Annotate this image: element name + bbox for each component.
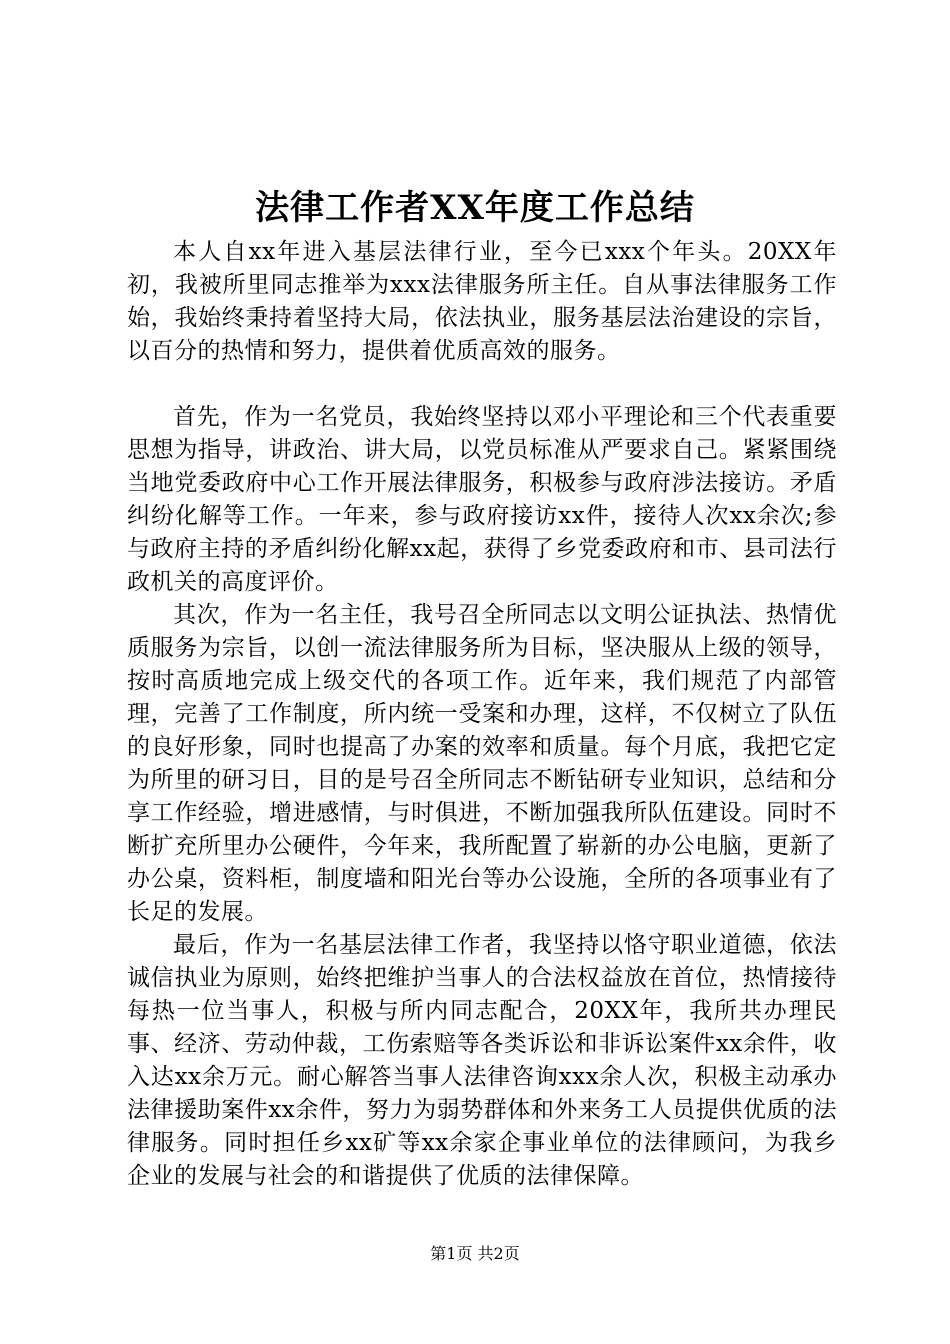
paragraph-second: 其次，作为一名主任，我号召全所同志以文明公证执法、热情优质服务为宗旨，以创一流法律服务所为目标，坚决服从上级的领导，按时高质地完成上级交代的各项工作。近年来，我们规范了内部管理，完善了工作制度，所内统一受案和办理，这样，不仅树立了队伍的良好形象，同时也提高了办案的效率和质量。每个月底，我把它定为所里的研习日，目的是号召全所同志不断钻研专业知识，总结和分享工作经验，增进感情，与时俱进，不断加强我所队伍建设。同时不断扩充所里办公硬件，今年来，我所配置了崭新的办公电脑，更新了办公桌，资料柜，制度墙和阳光台等办公设施，全所的各项事业有了长足的发展。 <box>127 602 837 925</box>
document-title: 法律工作者XX年度工作总结 <box>255 188 695 228</box>
page-number-footer: 第1页 共2页 <box>430 1244 520 1263</box>
paragraph-intro: 本人自xx年进入基层法律行业，至今已xxx个年头。20XX年初，我被所里同志推举为xxx法律服务所主任。自从事法律服务工作始，我始终秉持着坚持大局，依法执业，服务基层法治建设的宗旨，以百分的热情和努力，提供着优质高效的服务。 <box>127 239 837 364</box>
document-body <box>127 236 837 1193</box>
paragraph-first: 首先，作为一名党员，我始终坚持以邓小平理论和三个代表重要思想为指导，讲政治、讲大局，以党员标准从严要求自己。紧紧围绕当地党委政府中心工作开展法律服务，积极参与政府涉法接访。矛盾纠纷化解等工作。一年来，参与政府接访xx件，接待人次xx余次;参与政府主持的矛盾纠纷化解xx起，获得了乡党委政府和市、县司法行政机关的高度评价。 <box>127 404 837 595</box>
paragraph-last: 最后，作为一名基层法律工作者，我坚持以恪守职业道德，依法诚信执业为原则，始终把维护当事人的合法权益放在首位，热情接待每热一位当事人，积极与所内同志配合，20XX年，我所共办理民事、经济、劳动仲裁，工伤索赔等各类诉讼和非诉讼案件xx余件，收入达xx余万元。耐心解答当事人法律咨询xxx余人次，积极主动承办法律援助案件xx余件，努力为弱势群体和外来务工人员提供优质的法律服务。同时担任乡xx矿等xx余家企事业单位的法律顾问，为我乡企业的发展与社会的和谐提供了优质的法律保障。 <box>127 932 837 1189</box>
